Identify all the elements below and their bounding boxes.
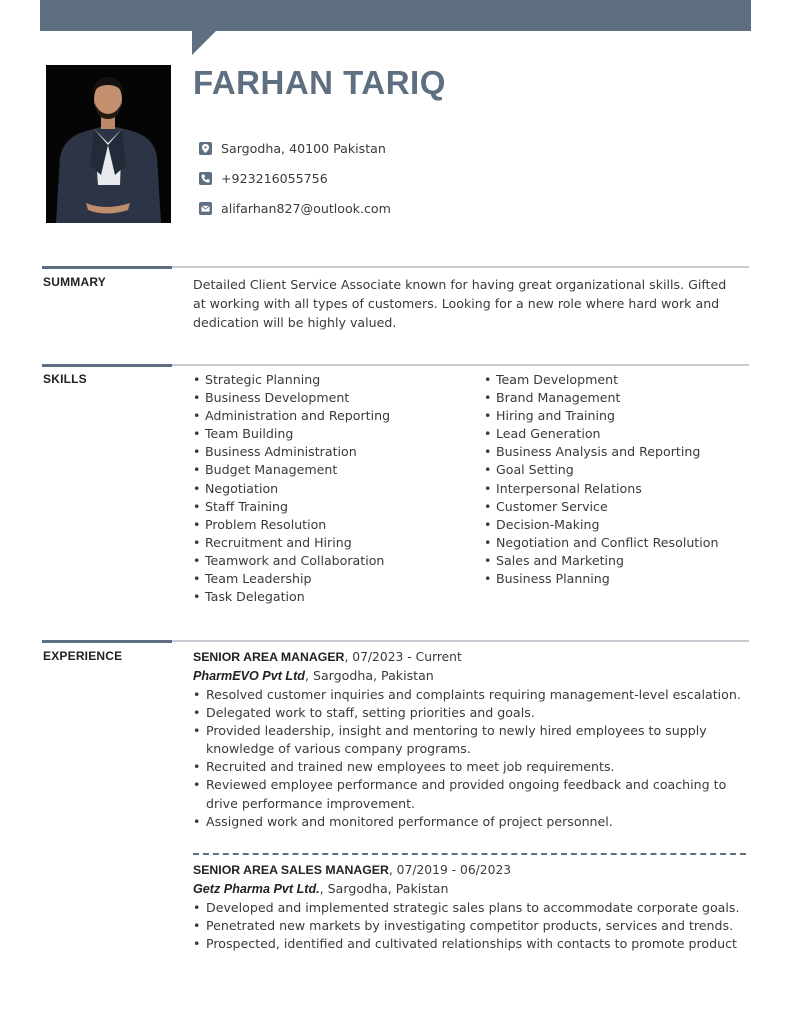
header-notch <box>192 31 216 55</box>
company-name: Getz Pharma Pvt Ltd. <box>193 882 320 896</box>
envelope-icon <box>199 202 212 215</box>
skills-list-left <box>193 371 390 606</box>
skill-item: • Goal Setting <box>484 461 718 479</box>
summary-text: Detailed Client Service Associate known for having great organizational skills. Gifted at working with all types of customers. Looking for a new role where hard work and dedication will be highly valued. <box>193 277 727 330</box>
job-title: SENIOR AREA SALES MANAGER <box>193 863 389 877</box>
skill-item: • Business Administration <box>193 443 390 461</box>
summary-divider <box>42 266 749 268</box>
company-name: PharmEVO Pvt Ltd <box>193 669 305 683</box>
skill-item: • Teamwork and Collaboration <box>193 552 390 570</box>
phone-text: +923216055756 <box>221 171 328 186</box>
responsibility-item: • Prospected, identified and cultivated relationships with contacts to promote product <box>193 935 748 953</box>
contact-address <box>199 141 386 156</box>
job-company-line <box>193 881 448 896</box>
skill-item: • Business Analysis and Reporting <box>484 443 718 461</box>
responsibility-item: • Delegated work to staff, setting priorities and goals. <box>193 704 748 722</box>
contact-phone <box>199 171 328 186</box>
job-responsibilities <box>193 899 748 953</box>
skill-item: • Team Leadership <box>193 570 390 588</box>
skill-item: • Negotiation and Conflict Resolution <box>484 534 718 552</box>
map-pin-icon <box>199 142 212 155</box>
skills-divider <box>42 364 749 366</box>
responsibility-item: • Assigned work and monitored performance of project personnel. <box>193 813 748 831</box>
skill-item: • Business Development <box>193 389 390 407</box>
responsibility-item: • Developed and implemented strategic sales plans to accommodate corporate goals. <box>193 899 748 917</box>
summary-heading: SUMMARY <box>43 275 106 289</box>
person-photo-illustration <box>46 65 171 223</box>
experience-heading: EXPERIENCE <box>43 649 123 663</box>
address-text: Sargodha, 40100 Pakistan <box>221 141 386 156</box>
skills-heading: SKILLS <box>43 372 87 386</box>
skill-item: • Lead Generation <box>484 425 718 443</box>
job-separator <box>193 853 746 855</box>
skill-item: • Sales and Marketing <box>484 552 718 570</box>
responsibility-item: • Resolved customer inquiries and complaints requiring management-level escalation. <box>193 686 748 704</box>
skill-item: • Budget Management <box>193 461 390 479</box>
phone-icon <box>199 172 212 185</box>
skills-list-right <box>484 371 718 588</box>
header-bar <box>40 0 751 31</box>
email-text[interactable]: alifarhan827@outlook.com <box>221 201 391 216</box>
profile-photo <box>46 65 171 223</box>
candidate-name: FARHAN TARIQ <box>193 64 446 101</box>
skill-item: • Hiring and Training <box>484 407 718 425</box>
skill-item: • Interpersonal Relations <box>484 480 718 498</box>
job-title-line <box>193 863 511 877</box>
company-location: , Sargodha, Pakistan <box>304 668 434 683</box>
skill-item: • Administration and Reporting <box>193 407 390 425</box>
job-company-line <box>193 668 434 683</box>
skill-item: • Staff Training <box>193 498 390 516</box>
skill-item: • Task Delegation <box>193 588 390 606</box>
responsibility-item: • Reviewed employee performance and provided ongoing feedback and coaching to drive performance improvement. <box>193 776 748 812</box>
skill-item: • Strategic Planning <box>193 371 390 389</box>
skill-item: • Team Building <box>193 425 390 443</box>
responsibility-item: • Penetrated new markets by investigating competitor products, services and trends. <box>193 917 748 935</box>
job-dates: , 07/2019 - 06/2023 <box>388 863 512 877</box>
job-responsibilities <box>193 686 748 831</box>
skill-item: • Business Planning <box>484 570 718 588</box>
job-title-line <box>193 650 462 664</box>
experience-divider <box>42 640 749 642</box>
responsibility-item: • Provided leadership, insight and mentoring to newly hired employees to supply knowledge of various company programs. <box>193 722 748 758</box>
job-title: SENIOR AREA MANAGER <box>193 650 345 664</box>
skill-item: • Team Development <box>484 371 718 389</box>
job-dates: , 07/2023 - Current <box>344 650 462 664</box>
contact-email <box>199 201 391 216</box>
company-location: , Sargodha, Pakistan <box>319 881 449 896</box>
skill-item: • Negotiation <box>193 480 390 498</box>
skill-item: • Customer Service <box>484 498 718 516</box>
skill-item: • Recruitment and Hiring <box>193 534 390 552</box>
skill-item: • Decision-Making <box>484 516 718 534</box>
skill-item: • Problem Resolution <box>193 516 390 534</box>
skill-item: • Brand Management <box>484 389 718 407</box>
responsibility-item: • Recruited and trained new employees to meet job requirements. <box>193 758 748 776</box>
